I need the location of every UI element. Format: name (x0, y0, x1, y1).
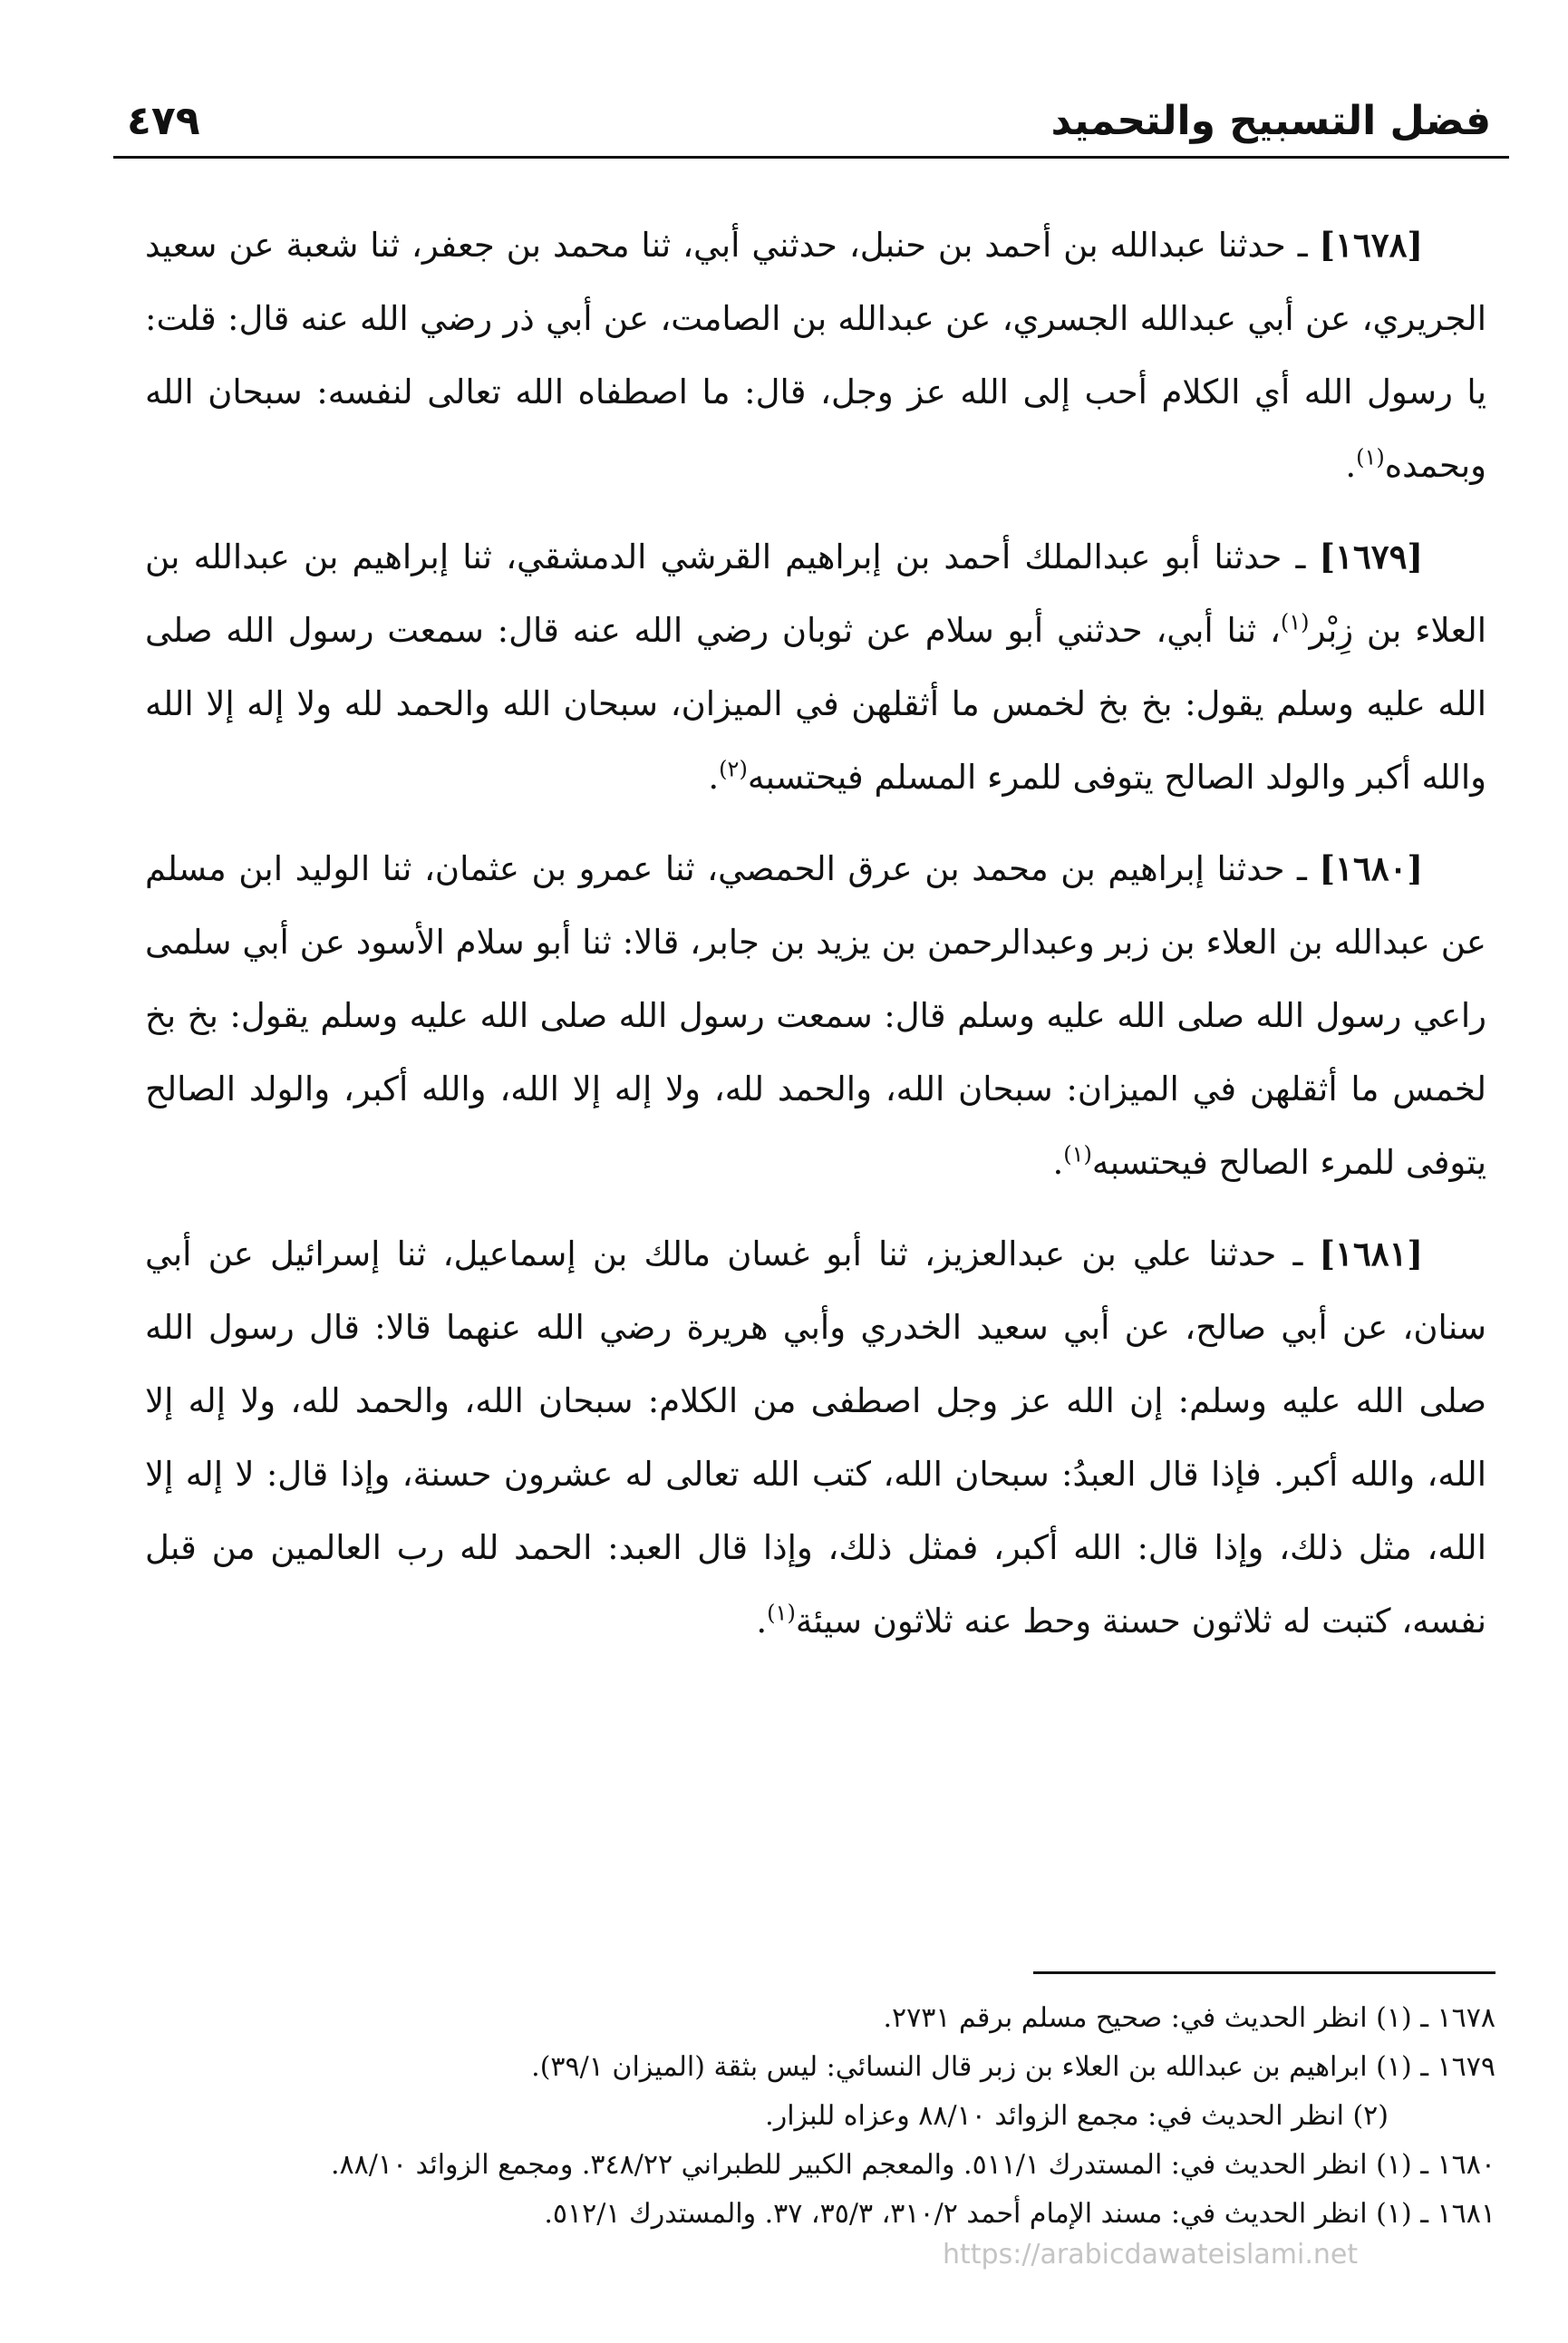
hadith-1680 (145, 832, 1486, 1199)
hadith-number: [١٦٨١] (1319, 1234, 1423, 1273)
footnotes (154, 1994, 1495, 2239)
footnote-1679-1 (154, 2043, 1495, 2092)
hadith-1681 (145, 1217, 1486, 1658)
footnote-text: (١) انظر الحديث في: صحيح مسلم برقم ٢٧٣١. (883, 2002, 1412, 2034)
footnote-marker[interactable]: (١) (1063, 1141, 1092, 1167)
hadith-tail: . (1345, 446, 1357, 485)
footnote-1680 (154, 2141, 1495, 2190)
main-text (145, 208, 1486, 1676)
footnote-text: (١) ابراهيم بن عبدالله بن العلاء بن زبر قال النسائي: ليس بثقة (الميزان ٣٩/١). (531, 2051, 1412, 2083)
footnote-1679-2 (154, 2092, 1495, 2141)
hadith-text: ـ حدثنا أبو عبدالملك أحمد بن إبراهيم القرشي الدمشقي، ثنا إبراهيم بن عبدالله بن العلاء بن زِبْر (145, 537, 1486, 650)
hadith-1679 (145, 520, 1486, 814)
footnote-text: (١) انظر الحديث في: مسند الإمام أحمد ٣١٠/٢، ٣٥/٣، ٣٧. والمستدرك ٥١٢/١. (544, 2198, 1412, 2230)
watermark-url: https://arabicdawateislami.net (943, 2239, 1359, 2270)
footnote-text: (١) انظر الحديث في: المستدرك ٥١١/١. والمعجم الكبير للطبراني ٣٤٨/٢٢. ومجمع الزوائد ٨٨/١٠. (330, 2149, 1412, 2181)
running-title: فضل التسبيح والتحميد (1050, 98, 1491, 144)
hadith-1678 (145, 208, 1486, 502)
hadith-tail: . (756, 1602, 768, 1641)
footnote-marker[interactable]: (١) (1356, 444, 1385, 470)
footnote-ref: ١٦٨٠ ـ (1420, 2149, 1495, 2181)
hadith-tail: . (1052, 1143, 1064, 1182)
hadith-number: [١٦٨٠] (1319, 848, 1424, 888)
footnote-ref: ١٦٧٨ ـ (1420, 2002, 1495, 2034)
footnote-text: (٢) انظر الحديث في: مجمع الزوائد ٨٨/١٠ وعزاه للبزار. (765, 2100, 1389, 2132)
hadith-text: ـ حدثنا علي بن عبدالعزيز، ثنا أبو غسان مالك بن إسماعيل، ثنا إسرائيل عن أبي سنان، عن أبي صالح، عن أبي سعيد الخدري وأبي هريرة رضي الله عنهما قالا: قال رسول الله صلى الله عليه وسلم: إن الله عز وجل اصطفى من الكلام: سبحان الله، والحمد لله، ولا إله إلا الله، والله أكبر. فإذا قال العبدُ: سبحان الله، كتب الله تعالى له عشرون حسنة، وإذا قال: لا إله إلا الله، مثل ذلك، وإذا قال: الله أكبر، فمثل ذلك، وإذا قال العبد: الحمد لله رب العالمين من قبل نفسه، كتبت له ثلاثون حسنة وحط عنه ثلاثون سيئة (145, 1234, 1486, 1641)
footnote-ref: ١٦٨١ ـ (1420, 2198, 1495, 2230)
hadith-text: ـ حدثنا عبدالله بن أحمد بن حنبل، حدثني أبي، ثنا محمد بن جعفر، ثنا شعبة عن سعيد الجريري، عن أبي عبدالله الجسري، عن عبدالله بن الصامت، عن أبي ذر رضي الله عنه قال: قلت: يا رسول الله أي الكلام أحب إلى الله عز وجل، قال: ما اصطفاه الله تعالى لنفسه: سبحان الله وبحمده (145, 226, 1486, 485)
page-number: ٤٧٩ (127, 98, 200, 144)
hadith-text-continued: ، ثنا أبي، حدثني أبو سلام عن ثوبان رضي الله عنه قال: سمعت رسول الله صلى الله عليه وسلم يقول: بخ بخ لخمس ما أثقلهن في الميزان، سبحان الله والحمد لله ولا إله إلا الله والله أكبر والولد الصالح يتوفى للمرء المسلم فيحتسبه (145, 611, 1486, 797)
footnote-marker[interactable]: (١) (767, 1600, 796, 1626)
hadith-number: [١٦٧٨] (1319, 225, 1423, 265)
footnote-marker[interactable]: (١) (1280, 609, 1310, 635)
footnote-separator (1033, 1971, 1495, 1974)
footnote-1678 (154, 1994, 1495, 2043)
hadith-tail: . (708, 758, 720, 797)
footnote-1681 (154, 2190, 1495, 2239)
header-rule (113, 156, 1509, 159)
footnote-marker[interactable]: (٢) (719, 756, 748, 782)
footnote-ref: ١٦٧٩ ـ (1420, 2051, 1495, 2083)
hadith-text: ـ حدثنا إبراهيم بن محمد بن عرق الحمصي، ثنا عمرو بن عثمان، ثنا الوليد ابن مسلم عن عبدالله بن العلاء بن زبر وعبدالرحمن بن يزيد بن جابر، قالا: ثنا أبو سلام الأسود عن أبي سلمى راعي رسول الله صلى الله عليه وسلم قال: سمعت رسول الله صلى الله عليه وسلم يقول: بخ بخ لخمس ما أثقلهن في الميزان: سبحان الله، والحمد لله، ولا إله إلا الله، والله أكبر، والولد الصالح يتوفى للمرء الصالح فيحتسبه (145, 849, 1486, 1182)
hadith-number: [١٦٧٩] (1319, 537, 1423, 576)
